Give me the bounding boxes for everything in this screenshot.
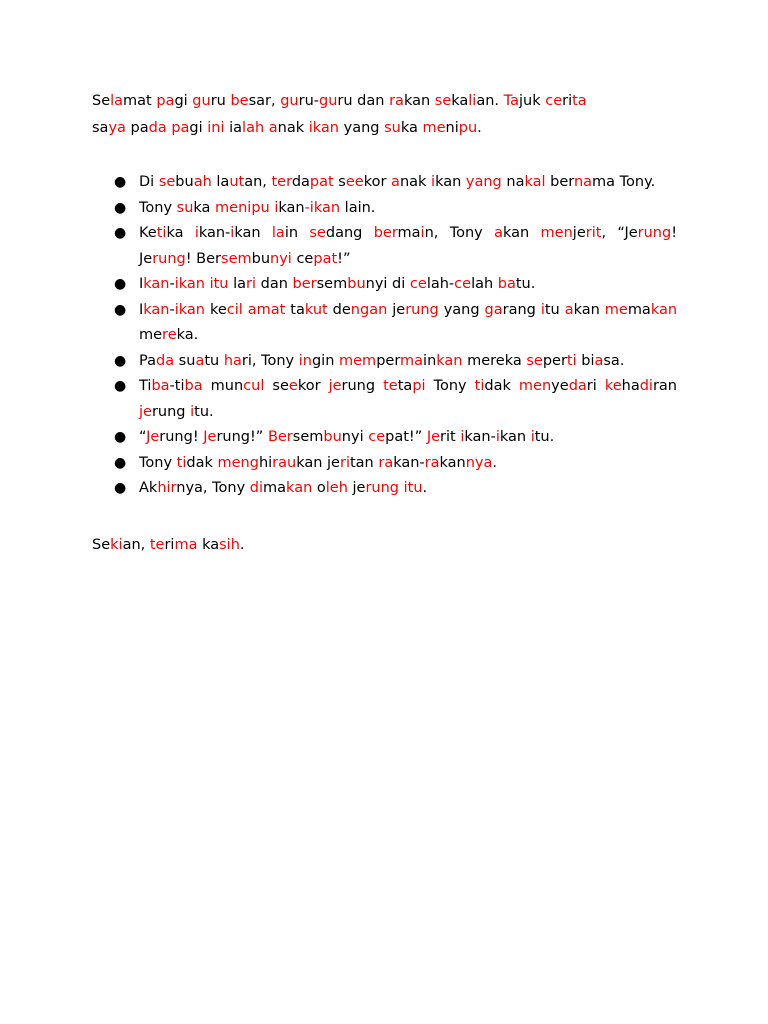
highlighted-syllable: pa xyxy=(171,120,190,136)
bullet-icon: ● xyxy=(114,199,127,216)
text-segment: in xyxy=(423,352,437,369)
text-segment: - xyxy=(169,276,175,292)
highlighted-syllable: ra xyxy=(389,93,404,109)
highlighted-syllable: je xyxy=(328,378,342,394)
text-segment: pat!” xyxy=(385,429,427,445)
highlighted-syllable: na xyxy=(573,174,593,190)
text-segment: mun xyxy=(202,378,244,394)
highlighted-syllable: i xyxy=(174,301,179,318)
highlighted-syllable: kan xyxy=(143,276,170,292)
highlighted-syllable: kut xyxy=(304,301,328,318)
text-segment: I xyxy=(139,276,144,292)
highlighted-syllable: rung xyxy=(152,250,186,267)
highlighted-syllable: meni xyxy=(215,199,252,216)
highlighted-syllable: kan xyxy=(650,301,678,318)
text-segment: la xyxy=(228,276,247,292)
highlighted-syllable: ber xyxy=(373,225,398,241)
list-item xyxy=(92,425,677,451)
text-segment: dak xyxy=(186,454,218,471)
bullet-icon: ● xyxy=(114,454,127,471)
highlighted-syllable: nyi xyxy=(270,250,292,267)
text-segment: an, xyxy=(244,174,272,190)
highlighted-syllable: ini xyxy=(207,120,225,136)
intro-paragraph xyxy=(92,88,677,142)
text-segment: . xyxy=(477,120,482,136)
text-segment: n, Tony xyxy=(424,225,495,241)
text-segment: ri xyxy=(164,536,175,553)
text-segment: pa xyxy=(125,120,149,136)
highlighted-syllable: a xyxy=(564,301,574,318)
highlighted-syllable: ngan xyxy=(350,301,388,318)
text-segment: dak xyxy=(484,378,519,394)
list-item xyxy=(92,221,677,272)
text-segment: kan xyxy=(278,199,305,216)
highlighted-syllable: ri xyxy=(246,276,257,292)
text-segment: ce xyxy=(291,250,314,267)
highlighted-syllable: pi xyxy=(412,378,426,394)
highlighted-syllable: pat xyxy=(313,250,338,267)
highlighted-syllable: kan xyxy=(178,301,205,318)
text-segment: ber xyxy=(545,174,574,190)
bullet-icon: ● xyxy=(114,378,127,394)
intro-line xyxy=(92,115,677,142)
highlighted-syllable: ti xyxy=(156,225,167,241)
highlighted-syllable: di xyxy=(639,378,653,394)
text-segment: . xyxy=(492,454,498,471)
text-segment: dang xyxy=(325,225,374,241)
text-segment: na xyxy=(501,174,525,190)
text-segment: ka xyxy=(166,225,195,241)
text-segment: nyi xyxy=(341,429,369,445)
text-segment: Se xyxy=(92,93,111,109)
text-segment: tu. xyxy=(515,276,536,292)
text-segment: gin xyxy=(311,352,340,369)
text-segment: in xyxy=(284,225,310,241)
text-segment: je xyxy=(387,301,406,318)
text-segment: sar, xyxy=(248,93,281,109)
text-segment: rung xyxy=(151,403,191,420)
text-segment: per xyxy=(376,352,401,369)
highlighted-syllable: a xyxy=(195,352,205,369)
highlighted-syllable: e xyxy=(288,378,298,394)
highlighted-syllable: ter xyxy=(271,174,292,190)
list-item xyxy=(92,196,677,222)
highlighted-syllable: ber xyxy=(292,276,317,292)
text-segment: hi xyxy=(258,454,273,471)
text-segment: ma xyxy=(627,301,651,318)
highlighted-syllable: a xyxy=(594,352,604,369)
text-segment: . xyxy=(422,480,428,496)
text-segment: lah- xyxy=(426,276,455,292)
closing-line xyxy=(92,532,677,559)
highlighted-syllable: ba xyxy=(184,378,203,394)
text-segment: rit xyxy=(440,429,461,445)
highlighted-syllable: cul xyxy=(243,378,265,394)
highlighted-syllable: rung xyxy=(637,225,672,241)
text-segment: ran xyxy=(652,378,677,394)
text-segment: dan xyxy=(256,276,293,292)
highlighted-syllable: te xyxy=(149,536,165,553)
bullet-icon: ● xyxy=(114,276,127,292)
highlighted-syllable: re xyxy=(162,327,177,343)
highlighted-syllable: ce xyxy=(368,429,386,445)
text-segment: ta xyxy=(397,378,413,394)
text-segment: yang xyxy=(339,120,385,136)
text-segment: ri, Tony xyxy=(241,352,299,369)
text-segment: ni xyxy=(445,120,459,136)
text-segment: an. xyxy=(476,93,504,109)
text-segment: kan xyxy=(573,301,605,318)
text-segment: -ti xyxy=(169,378,185,394)
highlighted-syllable: a xyxy=(247,301,257,318)
highlighted-syllable: ce xyxy=(409,276,427,292)
text-segment: ye xyxy=(551,378,569,394)
text-segment: ka xyxy=(193,199,216,216)
highlighted-syllable: ti xyxy=(566,352,577,369)
text-segment: nak xyxy=(399,174,432,190)
highlighted-syllable: la xyxy=(271,225,285,241)
highlighted-syllable: i xyxy=(460,429,465,445)
text-segment: kan xyxy=(435,174,466,190)
highlighted-syllable: mem xyxy=(339,352,377,369)
highlighted-syllable: li xyxy=(468,93,477,109)
highlighted-syllable: rit xyxy=(585,225,602,241)
text-segment: yang xyxy=(438,301,485,318)
highlighted-syllable: kan xyxy=(436,352,463,369)
text-segment: kan xyxy=(403,93,435,109)
highlighted-syllable: se xyxy=(526,352,543,369)
highlighted-syllable: me xyxy=(422,120,446,136)
highlighted-syllable: gu xyxy=(280,93,299,109)
highlighted-syllable: ikan xyxy=(174,276,205,292)
text-segment: sa. xyxy=(603,352,625,369)
list-item xyxy=(92,349,677,375)
highlighted-syllable: rung xyxy=(405,301,439,318)
text-segment: Ti xyxy=(139,378,152,394)
highlighted-syllable: leh xyxy=(325,480,348,496)
highlighted-syllable: ga xyxy=(484,301,503,318)
highlighted-syllable: ti xyxy=(176,454,187,471)
highlighted-syllable: la xyxy=(110,93,124,109)
highlighted-syllable: meng xyxy=(217,454,259,471)
story-list xyxy=(92,170,677,502)
highlighted-syllable: bu xyxy=(347,276,366,292)
text-segment: Tony xyxy=(425,378,475,394)
highlighted-syllable: ba xyxy=(497,276,516,292)
highlighted-syllable: i xyxy=(431,174,436,190)
text-segment: mereka xyxy=(462,352,527,369)
highlighted-syllable: gu xyxy=(319,93,338,109)
text-segment: tu. xyxy=(194,403,214,420)
text-segment: . xyxy=(239,536,245,553)
text-segment: su xyxy=(174,352,196,369)
highlighted-syllable: pu xyxy=(251,199,270,216)
text-segment: , “Je xyxy=(601,225,638,241)
highlighted-syllable: i xyxy=(194,225,199,241)
highlighted-syllable: itu xyxy=(403,480,423,496)
highlighted-syllable: a xyxy=(494,225,503,241)
text-segment: sa xyxy=(92,120,109,136)
text-segment: kan xyxy=(499,429,531,445)
text-segment: Ak xyxy=(139,480,158,496)
highlighted-syllable: bu xyxy=(323,429,342,445)
text-segment: ru- xyxy=(298,93,320,109)
intro-line xyxy=(92,88,677,115)
text-segment: ha xyxy=(621,378,640,394)
highlighted-syllable: -ikan xyxy=(304,199,341,216)
highlighted-syllable: i xyxy=(274,199,279,216)
highlighted-syllable: ra xyxy=(424,454,440,471)
text-segment: per xyxy=(542,352,567,369)
highlighted-syllable: pu xyxy=(458,120,478,136)
highlighted-syllable: di xyxy=(249,480,264,496)
text-segment: ka xyxy=(197,536,220,553)
text-segment: ! Ber xyxy=(185,250,222,267)
text-segment: kan- xyxy=(198,225,231,241)
text-segment: kan xyxy=(439,454,466,471)
bullet-icon: ● xyxy=(114,352,127,369)
text-segment: rung! xyxy=(159,429,204,445)
highlighted-syllable: kal xyxy=(524,174,546,190)
text-segment: je xyxy=(322,454,340,471)
text-segment: ! Je xyxy=(139,225,678,267)
text-segment: nyi di xyxy=(365,276,410,292)
highlighted-syllable: i xyxy=(495,429,500,445)
highlighted-syllable: te xyxy=(383,378,398,394)
text-segment: Se xyxy=(92,536,111,553)
text-segment: ma Tony. xyxy=(592,174,656,190)
highlighted-syllable: mat xyxy=(256,301,286,318)
text-segment: tu xyxy=(544,301,565,318)
highlighted-syllable: i xyxy=(190,403,195,420)
text-segment: an, xyxy=(122,536,150,553)
text-segment: kan- xyxy=(393,454,425,471)
text-segment: kan xyxy=(234,225,272,241)
text-segment: me xyxy=(139,327,163,343)
text-segment: Ke xyxy=(139,225,157,241)
highlighted-syllable: ikan xyxy=(308,120,339,136)
highlighted-syllable: Je xyxy=(203,429,217,445)
text-segment: nak xyxy=(277,120,309,136)
text-segment: se xyxy=(264,378,289,394)
highlighted-syllable: kan xyxy=(143,301,170,318)
highlighted-syllable: men xyxy=(518,378,552,394)
text-segment: kan xyxy=(296,454,323,471)
text-segment: ia xyxy=(224,120,243,136)
text-segment: Pa xyxy=(139,352,156,369)
bullet-icon: ● xyxy=(114,429,127,445)
text-segment: de xyxy=(327,301,351,318)
highlighted-syllable: itu xyxy=(209,276,229,292)
text-segment: tu xyxy=(204,352,224,369)
highlighted-syllable: ki xyxy=(110,536,123,553)
list-item xyxy=(92,170,677,196)
text-segment: ri xyxy=(586,378,605,394)
text-segment: ru dan xyxy=(337,93,390,109)
text-segment: s xyxy=(333,174,346,190)
text-segment: ru xyxy=(210,93,231,109)
text-segment: gi xyxy=(189,120,208,136)
text-segment: ta xyxy=(285,301,305,318)
highlighted-syllable: gu xyxy=(192,93,211,109)
text-segment: sem xyxy=(316,276,348,292)
highlighted-syllable: ce xyxy=(454,276,472,292)
highlighted-syllable: a xyxy=(268,120,278,136)
bullet-icon: ● xyxy=(114,174,127,190)
highlighted-syllable: i xyxy=(230,225,235,241)
text-segment: ke xyxy=(204,301,227,318)
highlighted-syllable: Je xyxy=(426,429,441,445)
highlighted-syllable: be xyxy=(230,93,249,109)
highlighted-syllable: cil xyxy=(226,301,243,318)
text-segment: bu xyxy=(175,174,194,190)
highlighted-syllable: pat xyxy=(309,174,334,190)
text-segment: Di xyxy=(139,174,159,190)
text-segment: lain. xyxy=(340,199,376,216)
highlighted-syllable: men xyxy=(540,225,573,241)
highlighted-syllable: ke xyxy=(604,378,622,394)
highlighted-syllable: rau xyxy=(272,454,297,471)
highlighted-syllable: lah xyxy=(242,120,265,136)
text-segment: Tony xyxy=(139,199,177,216)
highlighted-syllable: su xyxy=(176,199,194,216)
text-segment: ka. xyxy=(176,327,199,343)
highlighted-syllable: ta xyxy=(572,93,587,109)
text-segment: kan xyxy=(502,225,541,241)
text-segment: la xyxy=(211,174,230,190)
bullet-icon: ● xyxy=(114,480,127,496)
highlighted-syllable: sem xyxy=(221,250,252,267)
highlighted-syllable: ee xyxy=(345,174,364,190)
document-page xyxy=(92,88,677,559)
text-segment: ri xyxy=(562,93,573,109)
highlighted-syllable: ti xyxy=(474,378,485,394)
highlighted-syllable: su xyxy=(384,120,401,136)
highlighted-syllable: kan xyxy=(286,480,313,496)
list-item xyxy=(92,272,677,298)
highlighted-syllable: a xyxy=(391,174,400,190)
highlighted-syllable: da xyxy=(155,352,175,369)
highlighted-syllable: ut xyxy=(229,174,245,190)
text-segment: ka xyxy=(400,120,423,136)
highlighted-syllable: pa xyxy=(156,93,175,109)
highlighted-syllable: in xyxy=(298,352,312,369)
text-segment: rang xyxy=(502,301,541,318)
highlighted-syllable: ya xyxy=(108,120,126,136)
highlighted-syllable: Ta xyxy=(503,93,519,109)
text-segment: bu xyxy=(251,250,271,267)
text-segment: sem xyxy=(292,429,324,445)
highlighted-syllable: rung xyxy=(365,480,399,496)
text-segment: bi xyxy=(576,352,595,369)
highlighted-syllable: ma xyxy=(400,352,424,369)
text-segment: nya, Tony xyxy=(176,480,250,496)
highlighted-syllable: ha xyxy=(223,352,242,369)
text-segment: tan xyxy=(349,454,379,471)
text-segment: kan- xyxy=(464,429,496,445)
highlighted-syllable: da xyxy=(148,120,167,136)
text-segment: mat xyxy=(123,93,157,109)
highlighted-syllable: se xyxy=(158,174,176,190)
text-segment: rung xyxy=(341,378,384,394)
highlighted-syllable: i xyxy=(530,429,535,445)
text-segment: je xyxy=(572,225,586,241)
highlighted-syllable: i xyxy=(540,301,545,318)
highlighted-syllable: ma xyxy=(174,536,198,553)
text-segment: rung!” xyxy=(216,429,268,445)
highlighted-syllable: Ber xyxy=(267,429,293,445)
highlighted-syllable: Je xyxy=(146,429,160,445)
highlighted-syllable: se xyxy=(309,225,326,241)
bullet-icon: ● xyxy=(114,225,127,241)
highlighted-syllable: me xyxy=(604,301,628,318)
list-item xyxy=(92,298,677,349)
highlighted-syllable: ce xyxy=(545,93,563,109)
highlighted-syllable: da xyxy=(568,378,587,394)
list-item xyxy=(92,374,677,425)
text-segment: o xyxy=(312,480,326,496)
highlighted-syllable: yang xyxy=(465,174,502,190)
text-segment: je xyxy=(347,480,366,496)
highlighted-syllable: je xyxy=(139,403,152,420)
text-segment: kor xyxy=(297,378,329,394)
highlighted-syllable: se xyxy=(434,93,452,109)
text-segment: ma xyxy=(263,480,287,496)
list-item xyxy=(92,476,677,502)
text-segment: da xyxy=(291,174,310,190)
text-segment: tu. xyxy=(534,429,555,445)
text-segment: lah xyxy=(471,276,498,292)
text-segment: !” xyxy=(337,250,351,267)
highlighted-syllable: nya xyxy=(465,454,493,471)
text-segment: I xyxy=(139,301,144,318)
text-segment: kor xyxy=(363,174,392,190)
highlighted-syllable: i xyxy=(420,225,425,241)
text-segment: - xyxy=(169,301,175,318)
highlighted-syllable: ri xyxy=(339,454,350,471)
list-item xyxy=(92,451,677,477)
highlighted-syllable: hir xyxy=(157,480,177,496)
bullet-icon: ● xyxy=(114,301,127,318)
highlighted-syllable: ba xyxy=(151,378,170,394)
text-segment: ma xyxy=(397,225,421,241)
text-segment: Tony xyxy=(139,454,177,471)
highlighted-syllable: ah xyxy=(193,174,212,190)
text-segment: “ xyxy=(139,429,147,445)
text-segment: juk xyxy=(518,93,546,109)
text-segment: ka xyxy=(451,93,469,109)
text-segment: gi xyxy=(174,93,193,109)
highlighted-syllable: sih xyxy=(219,536,240,553)
highlighted-syllable: ra xyxy=(378,454,394,471)
